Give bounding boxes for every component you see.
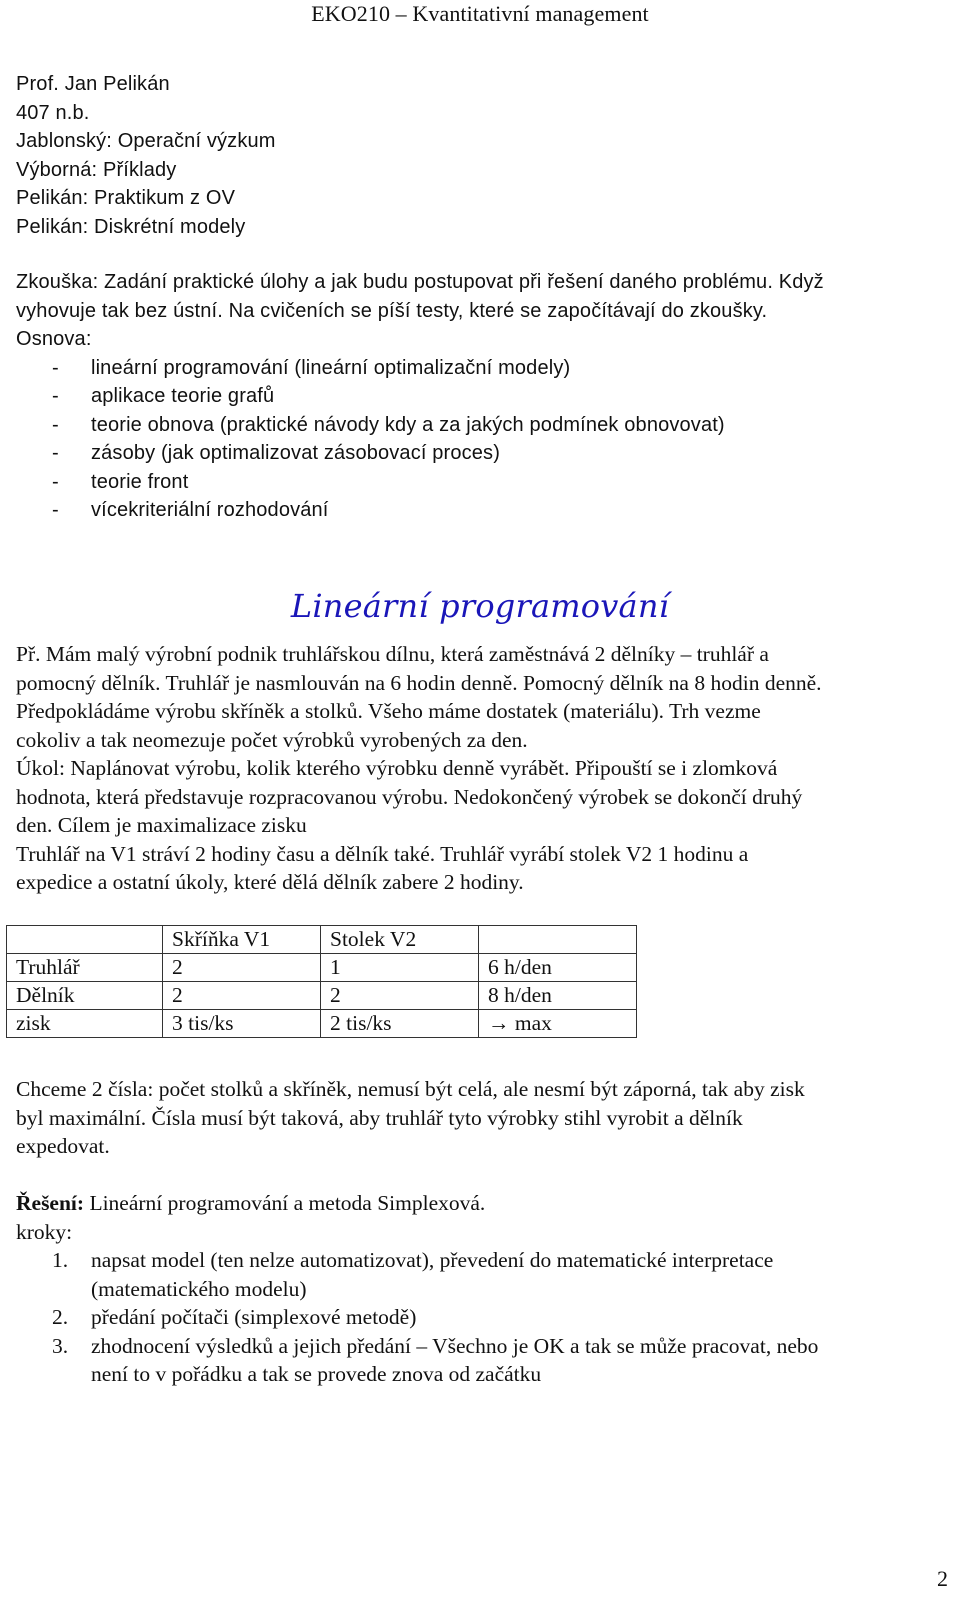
- example-line: Př. Mám malý výrobní podnik truhlářskou dílnu, která zaměstnává 2 dělníky – truhlář a: [16, 642, 769, 666]
- section-heading: Lineární programování: [290, 587, 670, 625]
- step-item: 1. napsat model (ten nelze automatizovat), převedení do matematické interpretace (matematického modelu): [52, 1248, 774, 1301]
- table-cell: 2: [321, 982, 479, 1010]
- exam-line: vyhovuje tak bez ústní. Na cvičeních se píší testy, které se započítávají do zkoušky.: [16, 299, 768, 322]
- outline-label: Osnova:: [16, 328, 92, 350]
- table-cell: [479, 926, 637, 954]
- example-line: hodnota, která představuje rozpracovanou výrobu. Nedokončený výrobek se dokončí druhý: [16, 784, 803, 809]
- example-block: [16, 640, 946, 897]
- outline-item: - aplikace teorie grafů: [52, 385, 275, 407]
- table-cell: 6 h/den: [479, 954, 637, 982]
- paragraph-line: expedovat.: [16, 1134, 110, 1158]
- table-cell: Truhlář: [7, 954, 163, 982]
- after-table-block: [16, 1075, 946, 1161]
- exam-line: Zkouška: Zadání praktické úlohy a jak budu postupovat při řešení daného problému. Když: [16, 271, 824, 293]
- table-cell: 1: [321, 954, 479, 982]
- table-cell: 3 tis/ks: [163, 1010, 321, 1038]
- example-line: Předpokládáme výrobu skříněk a stolků. Všeho máme dostatek (materiálu). Trh vezme: [16, 699, 761, 723]
- table-cell: → max: [479, 1010, 637, 1038]
- intro-line: Pelikán: Diskrétní modely: [16, 215, 246, 238]
- table-cell: 2: [163, 982, 321, 1010]
- running-header: EKO210 – Kvantitativní management: [311, 1, 649, 26]
- outline-item: - teorie obnova (praktické návody kdy a za jakých podmínek obnovovat): [52, 413, 725, 436]
- intro-line: 407 n.b.: [16, 101, 90, 124]
- solution-text: Lineární programování a metoda Simplexová.: [84, 1191, 486, 1215]
- solution-label: Řešení:: [16, 1191, 85, 1215]
- intro-block: [16, 70, 946, 241]
- solution-line: [16, 1189, 946, 1218]
- solution-block: [16, 1189, 946, 1389]
- example-line: Truhlář na V1 stráví 2 hodiny času a dělník také. Truhlář vyrábí stolek V2 1 hodinu a: [16, 841, 749, 866]
- outline-item: - vícekriteriální rozhodování: [52, 499, 329, 521]
- table-row: [7, 1010, 637, 1038]
- intro-line: Prof. Jan Pelikán: [16, 73, 170, 95]
- page-number: 2: [937, 1566, 948, 1591]
- outline-list: [16, 354, 946, 525]
- table-cell: Skříňka V1: [163, 926, 321, 954]
- outline-item: - teorie front: [52, 470, 189, 493]
- example-line: expedice a ostatní úkoly, které dělá dělník zabere 2 hodiny.: [16, 870, 524, 894]
- intro-line: Jablonský: Operační výzkum: [16, 130, 276, 152]
- table-cell: Dělník: [7, 982, 163, 1010]
- outline-item: - zásoby (jak optimalizovat zásobovací proces): [52, 442, 501, 464]
- exam-block: [16, 268, 946, 525]
- example-line: pomocný dělník. Truhlář je nasmlouván na 6 hodin denně. Pomocný dělník na 8 hodin denně.: [16, 670, 822, 695]
- table-cell: 2 tis/ks: [321, 1010, 479, 1038]
- example-line: cokoliv a tak neomezuje počet výrobků vyrobených za den.: [16, 727, 528, 752]
- paragraph-line: Chceme 2 čísla: počet stolků a skříněk, nemusí být celá, ale nesmí být záporná, tak aby zisk: [16, 1077, 805, 1101]
- table-header-row: [7, 926, 637, 954]
- step-item: 3. zhodnocení výsledků a jejich předání – Všechno je OK a tak se může pracovat, nebo není to v pořádku a tak se provede znova od začátku: [52, 1333, 819, 1386]
- steps-label: kroky:: [16, 1219, 73, 1244]
- paragraph-line: byl maximální. Čísla musí být taková, aby truhlář tyto výrobky stihl vyrobit a dělník: [16, 1105, 743, 1130]
- table-cell: zisk: [7, 1010, 163, 1038]
- example-line: Úkol: Naplánovat výrobu, kolik kterého výrobku denně vyrábět. Připouští se i zlomková: [16, 756, 778, 780]
- table-cell: 2: [163, 954, 321, 982]
- step-item: 2. předání počítači (simplexové metodě): [52, 1305, 417, 1329]
- table-cell: Stolek V2: [321, 926, 479, 954]
- table-cell: [7, 926, 163, 954]
- steps-list: [16, 1246, 946, 1389]
- table-row: [7, 954, 637, 982]
- intro-line: Výborná: Příklady: [16, 158, 177, 181]
- example-line: den. Cílem je maximalizace zisku: [16, 813, 307, 837]
- table-row: [7, 982, 637, 1010]
- table-cell: 8 h/den: [479, 982, 637, 1010]
- production-table: [6, 925, 637, 1038]
- intro-line: Pelikán: Praktikum z OV: [16, 187, 236, 209]
- outline-item: - lineární programování (lineární optimalizační modely): [52, 356, 571, 379]
